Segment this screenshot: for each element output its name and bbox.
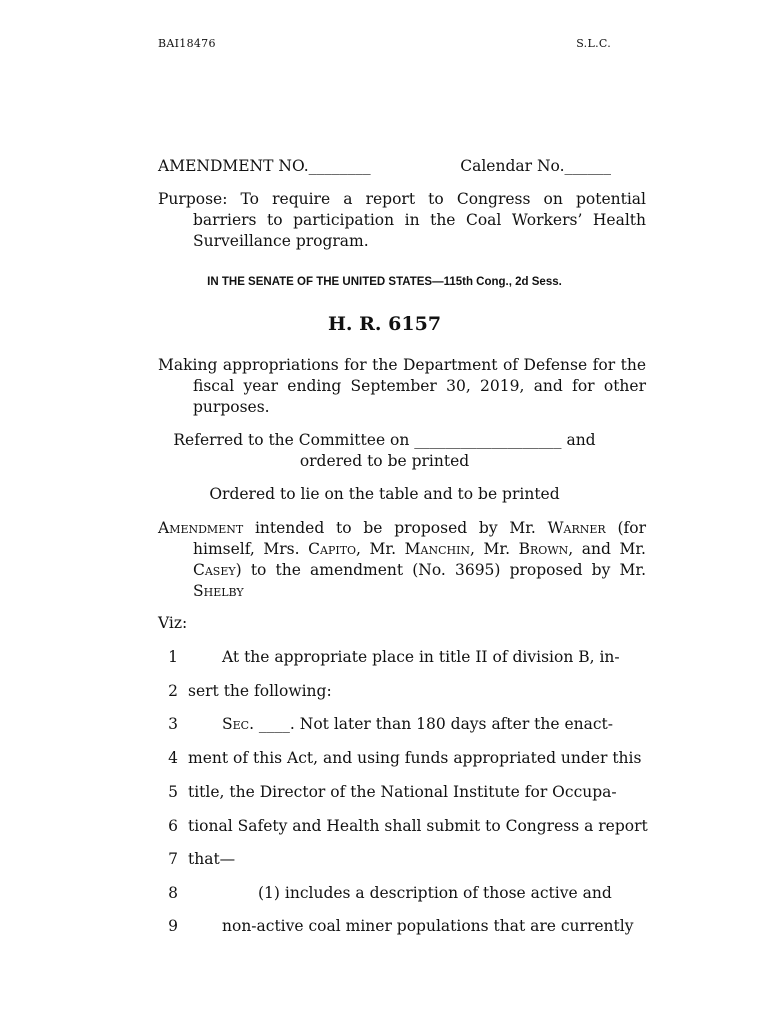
bill-text-line: At the appropriate place in title II of division B, in- (222, 648, 620, 666)
bill-text-line: non-active coal miner populations that are currently (222, 917, 634, 935)
bill-text-line: Sec. ____. Not later than 180 days after the enact- (222, 715, 614, 733)
bill-title: Making appropriations for the Department of Defense for the fiscal year ending September 30, 2019, and for other purposes. (158, 356, 646, 416)
document-code: BAI18476 (158, 37, 216, 50)
line-number: 9 (168, 917, 178, 935)
line-number: 5 (168, 783, 178, 801)
line-number: 6 (168, 817, 178, 835)
bill-text-line: sert the following: (188, 682, 332, 700)
amendment-number: AMENDMENT NO.________ (158, 157, 371, 175)
line-number: 7 (168, 850, 178, 868)
bill-number: H. R. 6157 (327, 313, 442, 335)
amendment-intro: Amendment intended to be proposed by Mr. Warner (for himself, Mrs. Capito, Mr. Manchin, Mr. Brown, and Mr. Casey) to the amendment (No. 3695) proposed by Mr. Shelby (158, 519, 646, 600)
slc-label: S.L.C. (576, 37, 611, 50)
line-number: 1 (168, 648, 178, 666)
referred-line-2: ordered to be printed (299, 452, 470, 470)
bill-text-line: (1) includes a description of those active and (258, 884, 612, 902)
ordered-statement: Ordered to lie on the table and to be printed (209, 485, 560, 503)
bill-text-line: title, the Director of the National Institute for Occupa- (188, 783, 617, 801)
line-number: 8 (168, 884, 178, 902)
bill-text-line: that— (188, 850, 236, 868)
section-label: Sec. (222, 715, 254, 733)
bill-text-line: tional Safety and Health shall submit to Congress a report (188, 817, 648, 835)
referred-line: Referred to the Committee on ___________________ and (173, 431, 596, 449)
line-number: 2 (168, 682, 178, 700)
line-number: 4 (168, 749, 178, 767)
line-number: 3 (168, 715, 178, 733)
purpose-statement: Purpose: To require a report to Congress on potential barriers to participation in the Coal Workers’ Health Surveillance program. (158, 190, 646, 250)
calendar-number: Calendar No.______ (460, 157, 611, 175)
viz-label: Viz: (158, 614, 188, 632)
senate-heading: IN THE SENATE OF THE UNITED STATES—115th Cong., 2d Sess. (207, 276, 562, 288)
bill-text-line: ment of this Act, and using funds appropriated under this (188, 749, 642, 767)
